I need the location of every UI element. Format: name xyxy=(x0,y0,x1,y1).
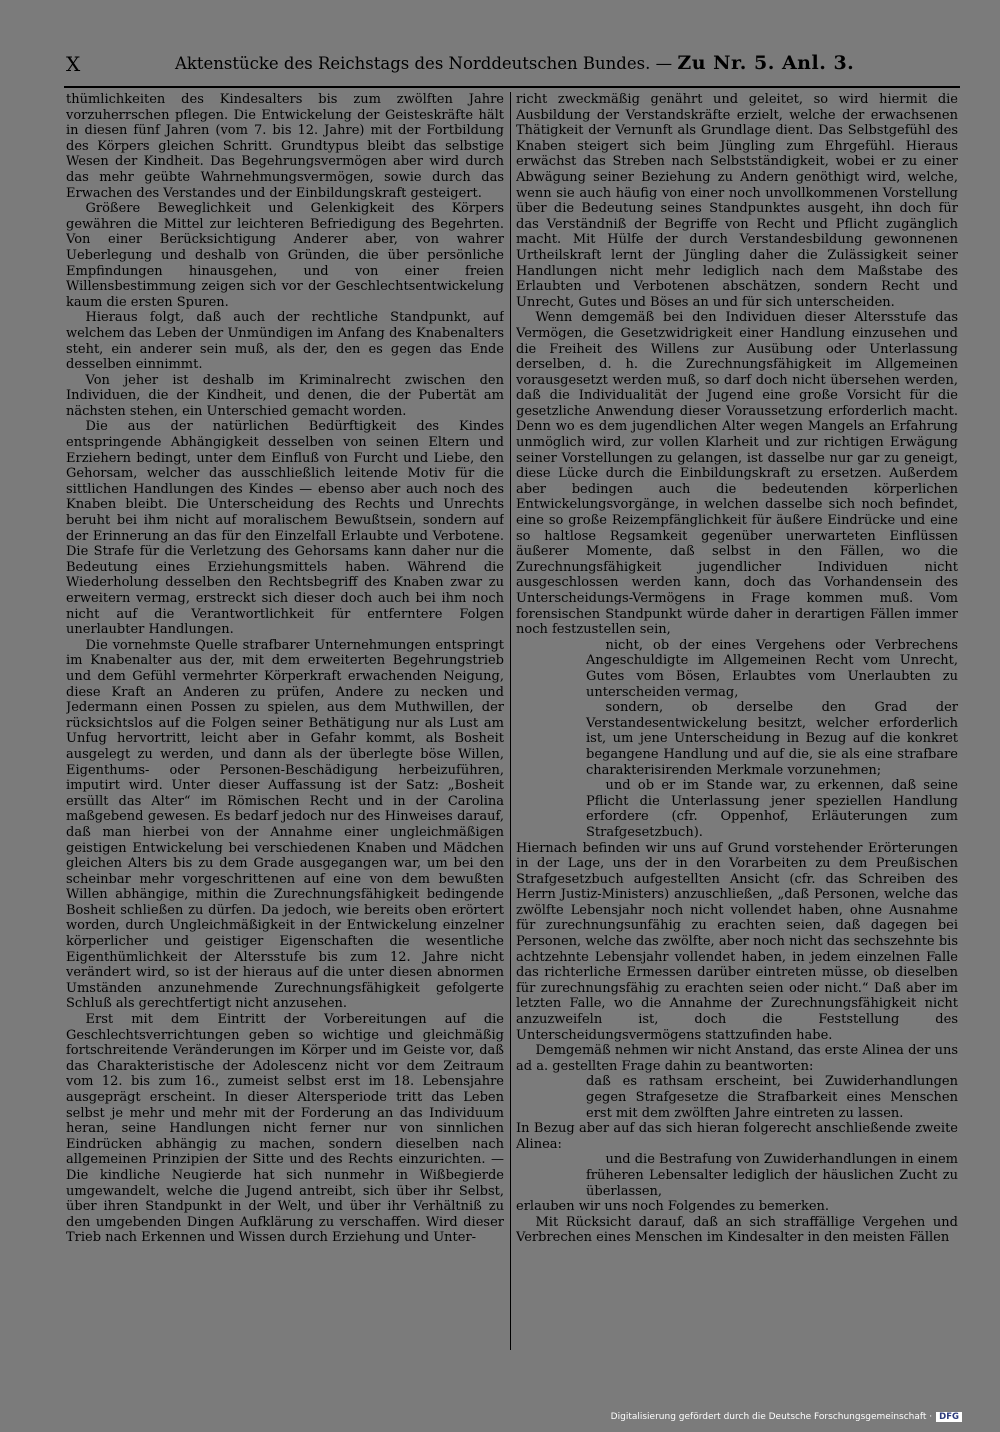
paragraph: Mit Rücksicht darauf, daß an sich straffällige Vergehen und Verbrechen eines Menschen im Kindesalter in den meisten Fällen xyxy=(516,1214,958,1246)
running-head xyxy=(175,52,875,74)
paragraph: Die aus der natürlichen Bedürftigkeit des Kindes entspringende Abhängigkeit desselben von seinen Eltern und Erziehern bedingt, unter dem Einfluß von Furcht und Liebe, den Gehorsam, welcher das ausschließlich leitende Motiv für die sittlichen Handlungen des Kindes — ebenso aber auch noch des Knaben bleibt. Die Unterscheidung des Rechts und Unrechts beruht bei ihm nicht auf moralischem Bewußtsein, sondern auf der Erinnerung an das für den Einzelfall Erlaubte und Verbotene. Die Strafe für die Verletzung des Gehorsams kann daher nur die Bedeutung eines Erziehungsmittels haben. Während die Wiederholung desselben den Rechtsbegriff des Knaben zwar zu erweitern vermag, erstreckt sich dieser doch auch bei ihm noch nicht auf die Verantwortlichkeit für entferntere Folgen unerlaubter Handlungen. xyxy=(66,419,504,638)
paragraph: Erst mit dem Eintritt der Vorbereitungen auf die Geschlechtsverrichtungen geben so wichtige und gleichmäßig fortschreitende Veränderungen im Körper und im Geiste vor, daß das Charakteristische der Adolescenz nicht vor dem Zeitraum vom 12. bis zum 16., zumeist selbst erst im 18. Lebensjahre ausgeprägt erscheint. In dieser Altersperiode tritt das Leben selbst je mehr und mehr mit der Forderung an das Individuum heran, seine Handlungen nicht ferner nur von sinnlichen Eindrücken abhängig zu machen, sondern dieselben nach allgemeinen Prinzipien der Sitte und des Rechts einzurichten. — Die kindliche Neugierde hat sich nunmehr in Wißbegierde umgewandelt, welche die Jugend antreibt, sich über ihr Selbst, über ihren Standpunkt in der Welt, und über ihr Verhältniß zu den umgebenden Dingen Aufklärung zu verschaffen. Wird dieser Trieb nach Erkennen und Wissen durch Erziehung und Unter- xyxy=(66,1012,504,1246)
paragraph: Hieraus folgt, daß auch der rechtliche Standpunkt, auf welchem das Leben der Unmündigen im Anfang des Knabenalters steht, ein anderer sein muß, als der, den es gegen das Ende desselben einnimmt. xyxy=(66,310,504,373)
left-column xyxy=(66,92,504,1350)
indented-clause: daß es rathsam erscheint, bei Zuwiderhandlungen gegen Strafgesetze die Strafbarkeit eines Menschen erst mit dem zwölften Jahre eintreten zu lassen. xyxy=(586,1074,958,1121)
paragraph: thümlichkeiten des Kindesalters bis zum zwölften Jahre vorzuherrschen pflegen. Die Entwickelung der Geisteskräfte hält in diesen fünf Jahren (vom 7. bis 12. Jahre) mit der Fortbildung des Körpers gleichen Schritt. Grundtypus bleibt das selbstige Wesen der Kindheit. Das Begehrungsvermögen aber wird durch das mehr geübte Wahrnehmungsvermögen, sowie durch das Erwachen des Verstandes und der Einbildungskraft gesteigert. xyxy=(66,92,504,201)
paragraph: Hiernach befinden wir uns auf Grund vorstehender Erörterungen in der Lage, uns der in den Vorarbeiten zu dem Preußischen Strafgesetzbuch aufgestellten Ansicht (cfr. das Schreiben des Herrn Justiz-Ministers) anzuschließen, „daß Personen, welche das zwölfte Lebensjahr noch nicht vollendet haben, ohne Ausnahme für zurechnungsunfähig zu erachten seien, daß dagegen bei Personen, welche das zwölfte, aber noch nicht das sechszehnte bis achtzehnte Lebensjahr vollendet haben, in jedem einzelnen Falle das richterliche Ermessen darüber eintreten müsse, ob dieselben für zurechnungsfähig zu erachten seien oder nicht.“ Daß aber im letzten Falle, wo die Annahme der Zurechnungsfähigkeit nicht anzuzweifeln ist, doch die Feststellung des Unterscheidungsvermögens stattzufinden habe. xyxy=(516,840,958,1043)
footer-credit xyxy=(611,1412,962,1422)
paragraph: Die vornehmste Quelle strafbarer Unternehmungen entspringt im Knabenalter aus der, mit dem erweiterten Begehrungstrieb und dem Gefühl vermehrter Körperkraft erwachenden Neigung, diese Kraft an Anderen zu prüfen, Andere zu necken und Jedermann einen Possen zu spielen, aus dem Muthwillen, der rücksichtslos auf die Folgen seiner Bethätigung nur als Lust am Unfug hervortritt, leicht aber in Gefahr kommt, als Bosheit ausgelegt zu werden, und dann als der überlegte böse Willen, Eigenthums- oder Personen-Beschädigung herbeizuführen, imputirt wird. Unter dieser Auffassung ist der Satz: „Bosheit ersüllt das Alter“ im Römischen Recht und in der Carolina maßgebend gewesen. Es bedarf jedoch nur des Hinweises darauf, daß man hierbei von der Annahme einer ungleichmäßigen geistigen Entwickelung bei verschiedenen Knaben und Mädchen gleichen Alters bis zu dem Grade ausgegangen war, um bei den scheinbar mehr vorgeschrittenen auf eine von dem bewußten Willen abhängige, mithin die Zurechnungsfähigkeit bedingende Bosheit schließen zu dürfen. Da jedoch, wie bereits oben erörtert worden, durch Ungleichmäßigkeit in der Entwickelung einzelner körperlicher und geistiger Eigenschaften die wesentliche Eigenthümlichkeit der Altersstufe bis zum 12. Jahre nicht verändert wird, so ist der hieraus auf die unter diesen abnormen Umständen anzunehmende Zurechnungsfähigkeit gefolgerte Schluß als gerechtfertigt nicht anzusehen. xyxy=(66,637,504,1012)
running-head-reference: Zu Nr. 5. Anl. 3. xyxy=(677,52,855,74)
paragraph: In Bezug aber auf das sich hieran folgerecht anschließende zweite Alinea: xyxy=(516,1121,958,1152)
column-rule xyxy=(510,92,511,1350)
dfg-logo-icon: DFG xyxy=(936,1412,962,1422)
paragraph: richt zweckmäßig genährt und geleitet, so wird hiermit die Ausbildung der Verstandskräfte erzielt, welche der erwachsenen Thätigkeit der Vernunft als Grundlage dient. Das Selbstgefühl des Knaben steigert sich beim Jüngling zum Ehrgefühl. Hieraus erwächst das Streben nach Selbstständigkeit, wobei er zu einer Abwägung seiner Beziehung zu Andern genöthigt wird, welche, wenn sie auch häufig von einer noch unvollkommenen Vorstellung über die Bedeutung seines Standpunktes ausgeht, ihn doch für das Verständniß der Begriffe von Recht und Pflicht zugänglich macht. Mit Hülfe der durch Verstandesbildung gewonnenen Urtheilskraft lernt der Jüngling daher die Zulässigkeit seiner Handlungen nicht mehr lediglich nach dem Maßstabe des Erlaubten und Verbotenen abschätzen, sondern Recht und Unrecht, Gutes und Böses an und für sich unterscheiden. xyxy=(516,92,958,310)
indented-clause: nicht, ob der eines Vergehens oder Verbrechens Angeschuldigte im Allgemeinen Recht vom Unrecht, Gutes vom Bösen, Erlaubtes vom Unerlaubten zu unterscheiden vermag, xyxy=(586,637,958,700)
paragraph: Wenn demgemäß bei den Individuen dieser Altersstufe das Vermögen, die Gesetzwidrigkeit einer Handlung einzusehen und die Freiheit des Willens zur Ausübung oder Unterlassung derselben, d. h. die Zurechnungsfähigkeit im Allgemeinen vorausgesetzt werden muß, so darf doch nicht übersehen werden, daß die Individualität der Jugend eine große Vorsicht für die gesetzliche Anwendung dieser Voraussetzung erforderlich macht. Denn wo es dem jugendlichen Alter wegen Mangels an Erfahrung unmöglich wird, zur vollen Klarheit und zur richtigen Erwägung seiner Vorstellungen zu gelangen, ist dasselbe nur gar zu geneigt, diese Lücke durch die Einbildungskraft zu ersetzen. Außerdem aber bedingen auch die bedeutenden körperlichen Entwickelungsvorgänge, in welchen dasselbe sich noch befindet, eine so große Reizempfänglichkeit für äußere Eindrücke und eine so haltlose Regsamkeit gegenüber unerwarteten Einflüssen äußerer Momente, daß selbst in den Fällen, wo die Zurechnungsfähigkeit jugendlicher Individuen nicht ausgeschlossen werden kann, doch das Vorhandensein des Unterscheidungs-Vermögens in Frage kommen muß. Vom forensischen Standpunkt würde daher in derartigen Fällen immer noch festzustellen sein, xyxy=(516,310,958,638)
header-rule xyxy=(64,86,960,88)
indented-clause: und ob er im Stande war, zu erkennen, daß seine Pflicht die Unterlassung jener speziellen Handlung erfordere (cfr. Oppenhof, Erläuterungen zum Strafgesetzbuch). xyxy=(586,778,958,840)
footer-credit-text: Digitalisierung gefördert durch die Deutsche Forschungsgemeinschaft · xyxy=(610,1412,933,1422)
paragraph: Demgemäß nehmen wir nicht Anstand, das erste Alinea der uns ad a. gestellten Frage dahin zu beantworten: xyxy=(516,1043,958,1074)
page-number: X xyxy=(66,52,81,76)
paragraph: Von jeher ist deshalb im Kriminalrecht zwischen den Individuen, die der Kindheit, und denen, die der Pubertät am nächsten stehen, ein Unterschied gemacht worden. xyxy=(66,372,504,419)
paragraph: erlauben wir uns noch Folgendes zu bemerken. xyxy=(516,1199,830,1215)
running-head-title: Aktenstücke des Reichstags des Norddeutschen Bundes. — xyxy=(175,54,673,73)
paragraph: Größere Beweglichkeit und Gelenkigkeit des Körpers gewähren die Mittel zur leichteren Befriedigung des Begehrten. Von einer Berücksichtigung Anderer aber, von wahrer Ueberlegung und deshalb von Gründen, die über persönliche Empfindungen hinausgehen, und von einer freien Willensbestimmung zeigen sich vor der Geschlechtsentwickelung kaum die ersten Spuren. xyxy=(66,201,504,310)
indented-clause: und die Bestrafung von Zuwiderhandlungen in einem früheren Lebensalter lediglich der häuslichen Zucht zu überlassen, xyxy=(586,1152,958,1199)
indented-clause: sondern, ob derselbe den Grad der Verstandesentwickelung besitzt, welcher erforderlich ist, um jene Unterscheidung in Bezug auf die konkret begangene Handlung und auf die, sie als eine strafbare charakterisirenden Merkmale vorzunehmen; xyxy=(586,700,958,778)
right-column xyxy=(516,92,958,1350)
